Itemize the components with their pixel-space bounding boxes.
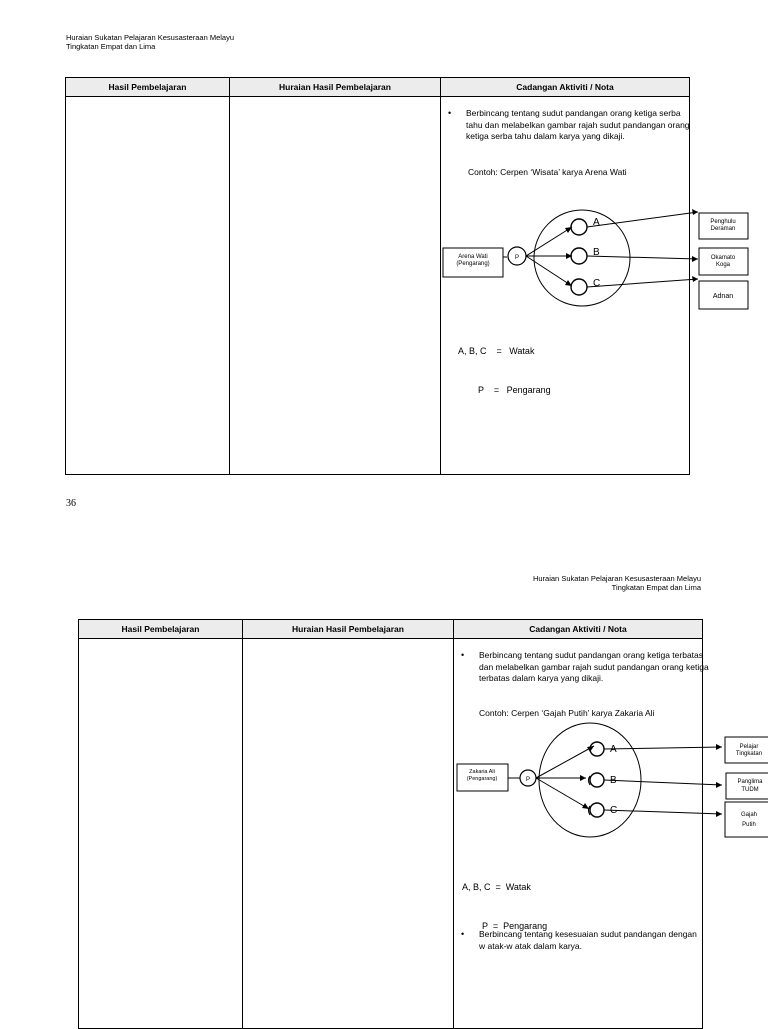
bullet-icon: •	[448, 108, 452, 118]
author-role: (Pengarang)	[456, 261, 490, 267]
column-header-huraian: Huraian Hasil Pembelajaran	[279, 82, 391, 92]
target-box-c	[725, 802, 768, 837]
curriculum-table	[65, 77, 736, 475]
target-a-line2: Tingkatan	[735, 751, 763, 757]
target-box-b	[726, 773, 768, 799]
target-b-line2: TUDM	[741, 787, 759, 793]
activity-text: Berbincang tentang sudut pandangan orang ketiga serba tahu dan melabelkan gambar rajah sudut pandangan orang ketiga serba tahu dalam karya yang dikaji.	[466, 108, 690, 141]
activity-text-2: Berbincang tentang kesesuaian sudut pandangan dengan w atak-w atak dalam karya.	[479, 929, 697, 951]
page-header	[533, 574, 701, 592]
activity-text: Berbincang tentang sudut pandangan orang ketiga terbatas dan melabelkan gambar rajah sudut pandangan orang ketiga terbatas dalam karya yang dikaji.	[479, 650, 709, 683]
column-header-hasil: Hasil Pembelajaran	[108, 82, 187, 92]
character-b-circle	[571, 248, 587, 264]
curriculum-table	[78, 619, 763, 1029]
character-b-label: B	[610, 775, 617, 786]
point-of-view-diagram	[454, 722, 763, 844]
character-b-label: B	[593, 247, 600, 258]
legend-watak: A, B, C = Watak	[462, 882, 531, 892]
target-c-line1: Adnan	[712, 293, 734, 300]
header-title: Huraian Sukatan Pelajaran Kesusasteraan Melayu	[532, 574, 701, 583]
target-a-line2: Deraman	[710, 226, 736, 232]
p-label: P	[525, 777, 531, 783]
author-name: Zakaria Ali	[469, 769, 495, 775]
target-c-line2: Putih	[742, 822, 756, 828]
target-b-line1: Panglima	[737, 779, 763, 785]
table-header-row	[79, 620, 702, 639]
author-name: Arena Wati	[458, 254, 488, 260]
character-a-label: A	[593, 217, 600, 228]
column-header-cadangan: Cadangan Aktiviti / Nota	[516, 82, 614, 92]
character-c-label: C	[610, 805, 618, 816]
column-divider	[242, 620, 243, 1028]
bullet-icon: •	[461, 650, 465, 660]
header-subtitle: Tingkatan Empat dan Lima	[66, 42, 156, 51]
target-a-line1: Penghulu	[710, 219, 736, 225]
target-box-a	[725, 737, 768, 763]
target-c-line1: Gajah	[740, 812, 758, 818]
column-divider	[229, 78, 230, 474]
diagram-legend	[458, 319, 551, 423]
narration-circle	[534, 210, 630, 306]
character-c-circle	[571, 279, 587, 295]
character-c-circle	[590, 803, 604, 817]
column-header-cadangan: Cadangan Aktiviti / Nota	[529, 624, 627, 634]
legend-watak: A, B, C = Watak	[458, 346, 535, 356]
character-a-circle	[590, 742, 604, 756]
bullet-icon: •	[461, 929, 465, 939]
target-a-line1: Pelajar	[739, 744, 759, 750]
character-a-circle	[571, 219, 587, 235]
table-header-row	[66, 78, 689, 97]
example-text: Contoh: Cerpen ‘Gajah Putih’ karya Zakaria Ali	[479, 708, 655, 718]
point-of-view-diagram	[441, 203, 736, 313]
character-a-label: A	[610, 744, 617, 755]
example-text: Contoh: Cerpen ‘Wisata’ karya Arena Wati	[468, 167, 627, 177]
page-number: 36	[66, 498, 76, 509]
target-b-line1: Okamato	[710, 255, 736, 261]
character-b-circle	[590, 773, 604, 787]
p-label: P	[514, 255, 520, 261]
column-header-hasil: Hasil Pembelajaran	[121, 624, 200, 634]
column-header-huraian: Huraian Hasil Pembelajaran	[292, 624, 404, 634]
target-b-line2: Koga	[715, 262, 731, 268]
author-role: (Pengarang)	[466, 776, 498, 782]
character-c-label: C	[593, 278, 601, 289]
legend-pengarang: P = Pengarang	[462, 921, 548, 931]
page-header	[66, 33, 234, 51]
legend-pengarang: P = Pengarang	[458, 385, 551, 395]
header-title: Huraian Sukatan Pelajaran Kesusasteraan Melayu	[66, 33, 235, 42]
header-subtitle: Tingkatan Empat dan Lima	[611, 583, 701, 592]
